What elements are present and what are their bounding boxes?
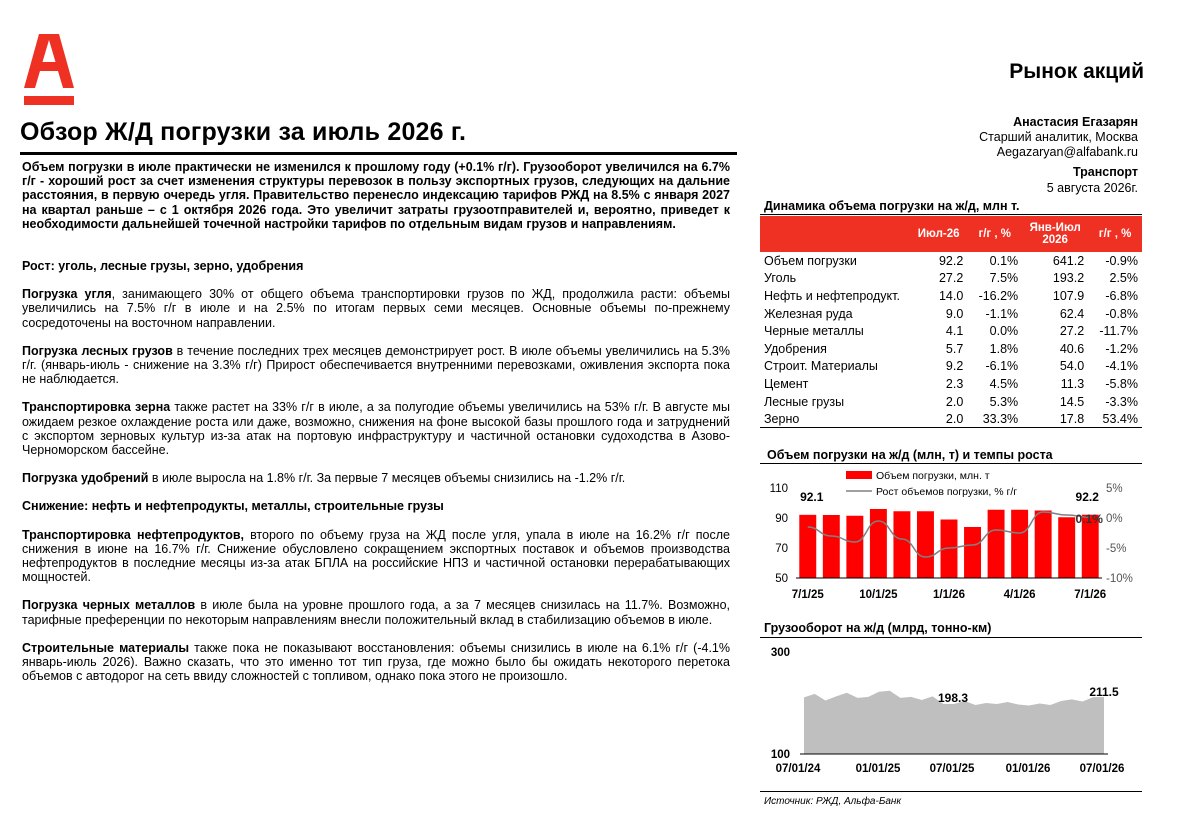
chart2-title: Грузооборот на ж/д (млрд, тонно-км): [764, 621, 992, 635]
y-left-tick-label: 70: [775, 543, 788, 555]
table-row: [760, 375, 1142, 393]
data-label: 0.1%: [1075, 512, 1103, 526]
table-cell-value: -1.1%: [985, 306, 1019, 321]
fertilizer-text: в июле выросла на 1.8% г/г. За первые 7 месяцев объемы снизились на -1.2% г/г.: [148, 471, 626, 486]
table-cell-value: 2.5%: [1109, 271, 1138, 286]
table-cell-value: 9.2: [945, 359, 964, 374]
table-row: [760, 410, 1142, 428]
table-header: г/г , %: [1088, 216, 1142, 252]
legend-line-label: Рост объемов погрузки, % г/г: [876, 486, 1018, 498]
sector-name: Транспорт: [1072, 165, 1138, 179]
x-tick-label: 7/1/26: [1074, 589, 1107, 601]
growth-subheading: Рост: уголь, лесные грузы, зерно, удобрения: [22, 259, 304, 274]
construction-lead: Строительные материалы: [22, 640, 190, 655]
bar: [846, 516, 863, 578]
table-header: г/г , %: [967, 216, 1022, 252]
y-left-tick-label: 110: [769, 483, 788, 495]
x-tick-label: 01/01/25: [855, 763, 901, 775]
x-tick-label: 01/01/26: [1005, 763, 1051, 775]
timber-text: в течение последних трех месяцев демонстрирует рост. В июле объемы увеличились на 5.3% г/г. (январь-июль - снижение на 3.3% г/г) Прирост обеспечивается внутренними перевозками, оживления экспорта пока не наблюдается.: [22, 343, 730, 387]
metal-paragraph: [22, 598, 730, 626]
table-cell-label: Железная руда: [764, 306, 853, 321]
table-cell-value: 2.0: [910, 410, 967, 428]
table-cell-value: -16.2%: [978, 288, 1019, 303]
table-row: [760, 305, 1142, 323]
table-header-row: [760, 216, 1142, 252]
data-label: 198.3: [937, 691, 969, 705]
table-row: [760, 340, 1142, 358]
table-cell-value: 54.0: [1059, 359, 1085, 374]
bar: [870, 509, 887, 578]
loading-table: [760, 216, 1142, 428]
bar: [799, 515, 816, 578]
coal-text: , занимающего 30% от общего объема транспортировки грузов по ЖД, продолжила расти: объемы увеличились на 7.5% г/г в июле и на 2.5% по итогам первых семи месяцев. Основные объемы по-прежнему сосредоточены на восточном направлении.: [22, 287, 731, 330]
table-row: [760, 322, 1142, 340]
bar: [964, 527, 981, 578]
y-right-tick-label: 0%: [1106, 513, 1123, 525]
timber-paragraph: [22, 344, 730, 387]
construction-text: также пока не показывают восстановления: объемы снизились в июле на 6.1% г/г (-4.1% январь-июль 2026). Важно сказать, что это именно тот тип груза, где можно было бы ожидать некоторого перетока объемов с автодорог на сеть ввиду сложностей с топливом, однако пока этого не произошло.: [22, 640, 730, 684]
table-cell-value: 107.9: [1052, 288, 1085, 303]
bar: [823, 515, 840, 578]
table-cell-value: 62.4: [1059, 306, 1085, 321]
legend-bar-swatch: [846, 471, 872, 479]
decline-subheading: Снижение: нефть и нефтепродукты, металлы, строительные грузы: [22, 499, 444, 514]
bar: [1011, 510, 1028, 578]
table-header: [760, 216, 910, 252]
page-title: Обзор Ж/Д погрузки за июль 2026 г.: [20, 118, 467, 146]
table-cell-label: Нефть и нефтепродукт.: [764, 288, 900, 303]
chart1-divider: [760, 463, 1142, 464]
y-right-tick-label: -5%: [1106, 543, 1127, 555]
table-cell-value: -4.1%: [1105, 359, 1138, 374]
alfa-logo-bar: [24, 96, 74, 105]
bar: [893, 511, 910, 578]
bar: [917, 511, 934, 578]
table-cell-value: 5.3%: [989, 394, 1019, 409]
table-cell-value: 9.0: [945, 306, 964, 321]
table-cell-value: -1.2%: [1105, 341, 1138, 356]
table-cell-value: 11.3: [1060, 376, 1085, 391]
y-tick-label: 300: [770, 647, 790, 659]
chart1-title: Объем погрузки на ж/д (млн, т) и темпы роста: [767, 448, 1053, 462]
loading-volume-chart: [760, 466, 1142, 606]
grain-text: также растет на 33% г/г в июле, а за полугодие объемы увеличились на 53% г/г. В августе мы ожидаем резкое охлаждение роста или даже, возможно, снижения на фоне высокой базы прошлого года и затруднений с экспортом зерновых культур из-за атак на портовую инфраструктуру и частичной остановки судоходства в Азово-Черноморском бассейне.: [22, 400, 730, 458]
table-cell-value: 5.7: [945, 341, 964, 356]
bar: [988, 510, 1005, 578]
table-cell-value: 40.6: [1059, 341, 1085, 356]
bar: [1035, 511, 1052, 579]
oil-lead: Транспортировка нефтепродуктов,: [22, 527, 244, 542]
table-cell-value: 193.2: [1052, 271, 1085, 286]
author-block: [979, 115, 1138, 160]
table-cell-value: -3.3%: [1105, 394, 1138, 409]
table-cell-value: 92.2: [938, 253, 964, 268]
x-tick-label: 07/01/24: [775, 763, 821, 775]
table-title: Динамика объема погрузки на ж/д, млн т.: [764, 199, 1020, 213]
table-cell-label: Зерно: [760, 410, 910, 428]
grain-lead: Транспортировка зерна: [22, 400, 171, 415]
table-cell-label: Уголь: [764, 271, 797, 286]
data-label: 92.2: [1075, 490, 1099, 504]
table-cell-value: 14.0: [938, 288, 964, 303]
table-cell-value: 2.3: [945, 376, 964, 391]
table-row: [760, 287, 1142, 305]
table-cell-label: Цемент: [764, 376, 809, 391]
table-cell-value: -6.8%: [1105, 288, 1138, 303]
table-row: [760, 358, 1142, 376]
title-divider: [20, 152, 737, 155]
table-cell-value: 53.4%: [1088, 410, 1142, 428]
author-position: Старший аналитик, Москва: [979, 130, 1138, 144]
bar: [1058, 517, 1075, 578]
legend-bar-label: Объем погрузки, млн. т: [876, 470, 990, 482]
x-tick-label: 4/1/26: [1003, 589, 1036, 601]
report-date: 5 августа 2026г.: [1046, 180, 1138, 195]
table-row: [760, 270, 1142, 288]
x-tick-label: 07/01/26: [1079, 763, 1125, 775]
table-cell-value: 2.0: [945, 394, 964, 409]
x-tick-label: 10/1/25: [859, 589, 898, 601]
table-cell-label: Черные металлы: [764, 324, 864, 339]
alfa-logo: [22, 28, 76, 108]
freight-turnover-chart: [760, 640, 1142, 780]
data-label: 211.5: [1089, 685, 1119, 699]
oil-text: второго по объему груза на ЖД после угля, упала в июле на 16.2% г/г после снижения в июне на 16.7% г/г. Снижение обусловлено сокращением экспортных поставок и объемов производства нефтепродуктов в последние месяцы из-за атак БПЛА на российские НПЗ и частичной остановки перерабатывающих мощностей.: [22, 527, 730, 585]
author-name: Анастасия Егазарян: [1013, 115, 1138, 129]
table-cell-value: 1.8%: [989, 341, 1019, 356]
table-cell-value: -6.1%: [985, 359, 1019, 374]
table-cell-value: -0.9%: [1105, 253, 1138, 268]
table-cell-label: Объем погрузки: [764, 253, 857, 268]
x-tick-label: 07/01/25: [929, 763, 975, 775]
table-cell-value: 4.1: [945, 324, 964, 339]
table-cell-value: 0.1%: [989, 253, 1019, 268]
coal-lead: Погрузка угля: [22, 287, 112, 302]
oil-paragraph: [22, 528, 730, 585]
table-cell-value: -11.7%: [1099, 324, 1138, 339]
lead-paragraph: Объем погрузки в июле практически не изменился к прошлому году (+0.1% г/г). Грузооборот увеличился на 6.7% г/г - хороший рост за счет изменения структуры перевозок в пользу экспортных грузов, следующих на дальние расстояния, в первую очередь угля. Правительство перенесло индексацию тарифов РЖД на 8.5% с января 2027 на квартал раньше – с 1 октября 2026 года. Это увеличит затраты грузоотправителей и, вероятно, приведет к необходимости дальнейшей точечной настройки тарифов по отдельным видам грузов и направлениям.: [22, 160, 730, 231]
table-cell-value: 7.5%: [989, 271, 1019, 286]
section-title: Рынок акций: [1009, 60, 1144, 83]
table-cell-value: 27.2: [938, 271, 964, 286]
table-divider: [760, 214, 1142, 215]
timber-lead: Погрузка лесных грузов: [22, 343, 173, 358]
sector-block: [1047, 165, 1138, 196]
table-cell-label: Удобрения: [764, 341, 827, 356]
table-cell-value: -0.8%: [1105, 306, 1138, 321]
table-cell-value: 641.2: [1052, 253, 1085, 268]
table-cell-value: -5.8%: [1105, 376, 1138, 391]
alfa-logo-letter: [24, 34, 74, 88]
table-cell-value: 27.2: [1059, 324, 1085, 339]
fertilizer-lead: Погрузка удобрений: [22, 471, 149, 486]
table-cell-value: 4.5%: [989, 376, 1019, 391]
table-cell-label: Строит. Материалы: [764, 359, 878, 374]
x-tick-label: 7/1/25: [791, 589, 824, 601]
x-tick-label: 1/1/26: [933, 589, 965, 601]
table-cell-label: Лесные грузы: [764, 394, 845, 409]
report-body: [22, 160, 730, 683]
construction-paragraph: [22, 641, 730, 684]
source-divider: [760, 791, 1142, 792]
y-left-tick-label: 50: [775, 573, 788, 585]
chart2-divider: [760, 637, 1142, 638]
coal-paragraph: [22, 287, 730, 330]
source-note: Источник: РЖД, Альфа-Банк: [764, 796, 902, 807]
data-label: 92.1: [800, 490, 824, 504]
table-cell-value: 14.5: [1059, 394, 1085, 409]
y-left-tick-label: 90: [775, 513, 788, 525]
y-tick-label: 100: [770, 749, 790, 761]
table-header: Янв-Июл 2026: [1022, 216, 1088, 252]
table-row: [760, 252, 1142, 270]
table-cell-value: 33.3%: [967, 410, 1022, 428]
fertilizer-paragraph: [22, 471, 730, 485]
author-email[interactable]: Aegazaryan@alfabank.ru: [996, 145, 1138, 159]
y-right-tick-label: 5%: [1106, 483, 1123, 495]
table-cell-value: 0.0%: [989, 324, 1019, 339]
metal-lead: Погрузка черных металлов: [22, 598, 196, 613]
grain-paragraph: [22, 400, 730, 457]
table-row: [760, 393, 1142, 411]
y-right-tick-label: -10%: [1106, 573, 1133, 585]
table-header: Июл-26: [910, 216, 967, 252]
table-cell-value: 17.8: [1022, 410, 1088, 428]
metal-text: в июле была на уровне прошлого года, а за 7 месяцев снизилась на 11.7%. Возможно, тарифные преференции по некоторым направлениям внесли положительный вклад в стабилизацию объемов в июле.: [22, 598, 730, 627]
